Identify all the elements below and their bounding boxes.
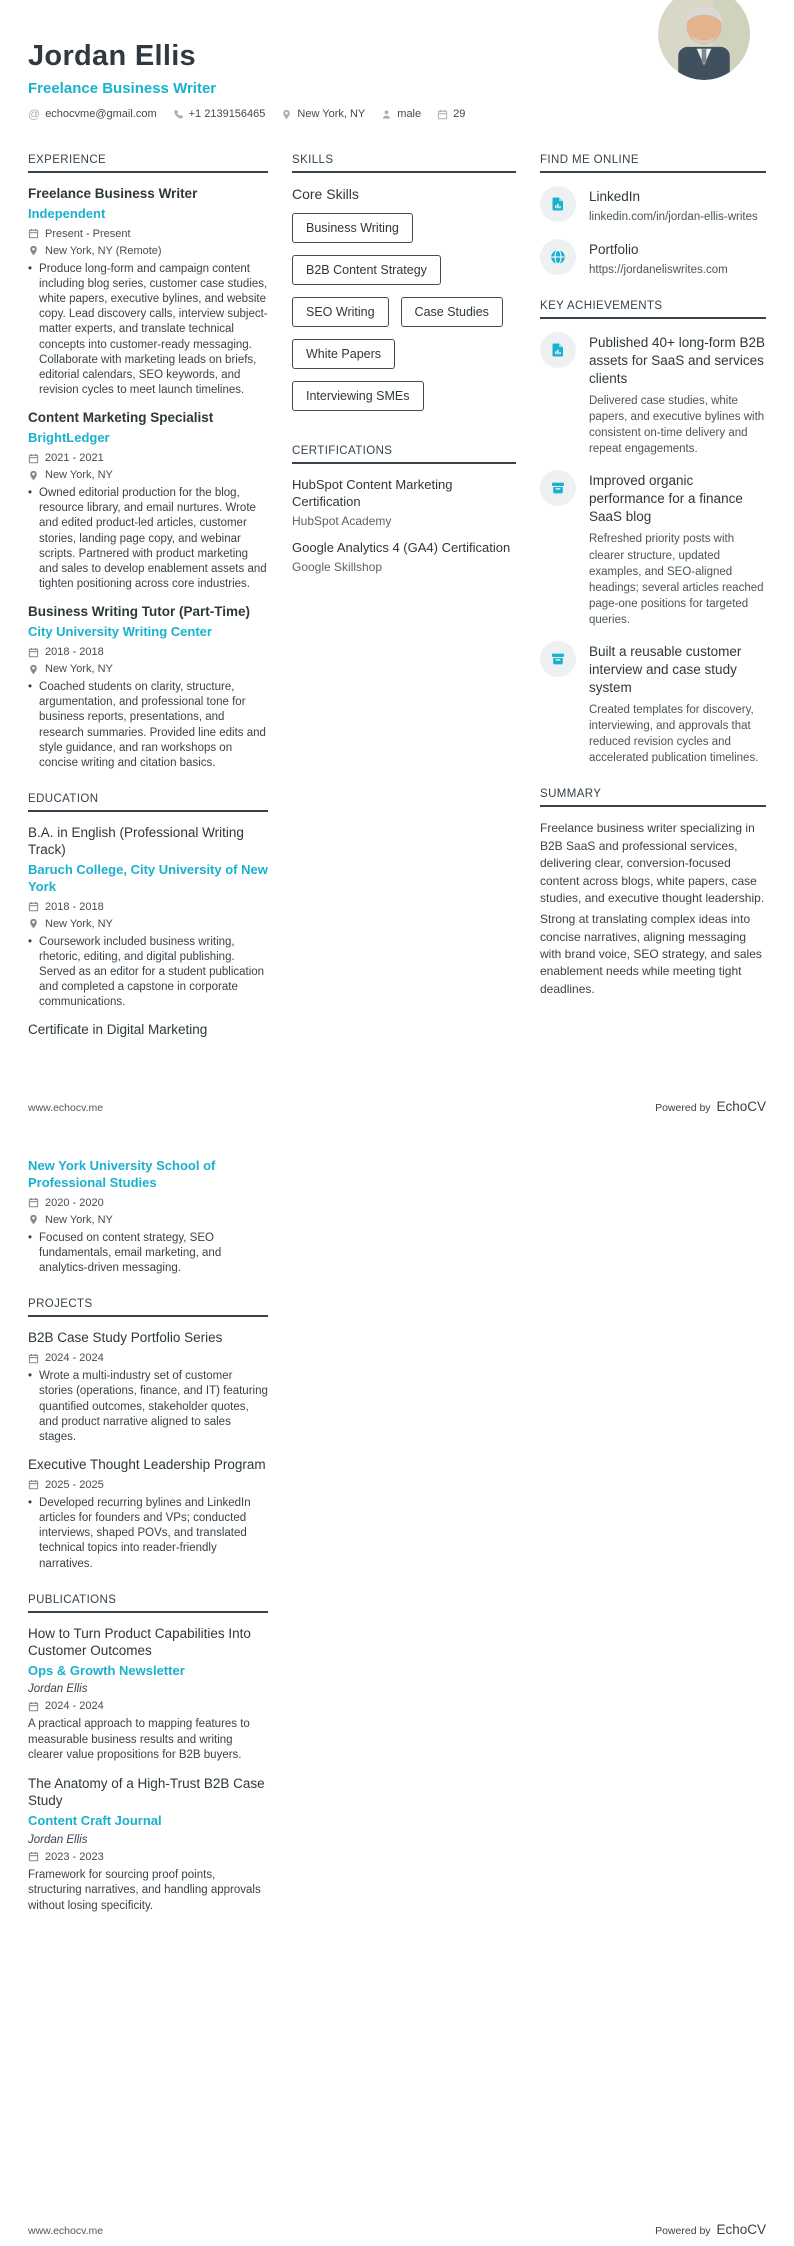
- online-link-url[interactable]: https://jordaneliswrites.com: [589, 263, 728, 276]
- location-icon: [28, 470, 39, 481]
- achievement-title: Built a reusable customer interview and case study system: [589, 643, 742, 695]
- resume-page-2: [0, 1123, 794, 2246]
- footer-site-link[interactable]: www.echocv.me: [28, 1102, 104, 1114]
- column-left: [28, 154, 268, 1061]
- date-range: [28, 901, 268, 913]
- skill-chip: B2B Content Strategy: [292, 255, 441, 285]
- achievement-item: [540, 332, 766, 457]
- achievement-title: Published 40+ long-form B2B assets for SaaS and services clients: [589, 335, 765, 387]
- education-section-continued: [28, 1158, 268, 1276]
- person-icon: [381, 109, 392, 120]
- publication-author: Jordan Ellis: [28, 1833, 88, 1846]
- date-range: [28, 646, 268, 658]
- bullet-dot: •: [28, 1231, 33, 1244]
- publication-description: Framework for sourcing proof points, structuring narratives, and handling approvals without losing specificity.: [28, 1868, 261, 1912]
- certification-entry: [292, 477, 516, 528]
- date-range-value: 2024 - 2024: [45, 1700, 104, 1713]
- project-title: B2B Case Study Portfolio Series: [28, 1330, 223, 1346]
- online-link-label[interactable]: LinkedIn: [589, 189, 641, 204]
- location-icon: [28, 245, 39, 256]
- achievement-item: [540, 641, 766, 766]
- document-chart-icon: [540, 332, 576, 368]
- location-icon: [28, 918, 39, 929]
- powered-by-brand: EchoCV: [716, 1099, 766, 1114]
- education-entry-continued: [28, 1158, 268, 1276]
- publications-heading: PUBLICATIONS: [28, 1594, 268, 1613]
- experience-section: [28, 154, 268, 771]
- project-bullets: [28, 1369, 268, 1445]
- experience-entry: [28, 410, 268, 592]
- bullet-text: Coursework included business writing, rhetoric, editing, and digital publishing. Served as an editor for a student publication and completed a capstone in corporate communications.: [39, 935, 265, 1009]
- job-location: [28, 469, 268, 481]
- phone-icon: [173, 109, 184, 120]
- education-location: [28, 918, 268, 930]
- achievement-title: Improved organic performance for a finance SaaS blog: [589, 473, 743, 525]
- skills-chip-list: [292, 213, 516, 423]
- bullet-text: Coached students on clarity, structure, argumentation, and professional tone for business reports, presentations, and research summaries. Provided line edits and style guidance, and ran workshops on concise writing and citation basics.: [39, 681, 266, 769]
- powered-by: [655, 2222, 766, 2237]
- page1-footer: [28, 1099, 766, 1114]
- date-range: [28, 1851, 268, 1863]
- certification-name: HubSpot Content Marketing Certification: [292, 477, 453, 509]
- degree-name: Certificate in Digital Marketing: [28, 1022, 208, 1038]
- education-entry: [28, 1022, 268, 1039]
- column-right: [540, 154, 766, 1061]
- online-link-url[interactable]: linkedin.com/in/jordan-ellis-writes: [589, 211, 758, 223]
- summary-heading: SUMMARY: [540, 788, 766, 807]
- publication-entry: [28, 1626, 268, 1764]
- archive-box-icon: [540, 470, 576, 506]
- contact-gender-value: male: [397, 108, 422, 120]
- achievement-description: Created templates for discovery, interviewing, and approvals that reduced revision cycles and accelerated publication timelines.: [589, 703, 759, 765]
- page2-columns: [0, 1123, 794, 1936]
- bullet-text: Owned editorial production for the blog, resource library, and email nurtures. Wrote and edited product-led articles, customer stories, landing page copy, and webinar scripts. Partnered with product marketing and sales to develop enablement assets and tighten positioning across core industries.: [39, 487, 267, 591]
- skills-heading: SKILLS: [292, 154, 516, 173]
- achievement-text: [589, 470, 766, 628]
- contact-email-value: echocvme@gmail.com: [45, 108, 157, 120]
- date-range-value: 2018 - 2018: [45, 900, 104, 913]
- certification-name: Google Analytics 4 (GA4) Certification: [292, 539, 511, 555]
- school-name: New York University School of Professional Studies: [28, 1158, 216, 1190]
- contact-location-value: New York, NY: [297, 108, 366, 120]
- education-bullets: [28, 1231, 268, 1277]
- school-name: Baruch College, City University of New York: [28, 861, 268, 894]
- location-icon: [28, 664, 39, 675]
- publication-source[interactable]: Ops & Growth Newsletter: [28, 1662, 185, 1678]
- find-me-online-heading: FIND ME ONLINE: [540, 154, 766, 173]
- document-icon: [540, 186, 576, 222]
- calendar-icon: [28, 647, 39, 658]
- company-name: City University Writing Center: [28, 624, 212, 640]
- publication-title: The Anatomy of a High-Trust B2B Case Study: [28, 1775, 265, 1808]
- bullet-item: [28, 486, 268, 592]
- calendar-icon: [28, 901, 39, 912]
- skill-chip: Case Studies: [401, 297, 503, 327]
- bullet-dot: •: [28, 935, 33, 948]
- archive-box-icon: [540, 641, 576, 677]
- calendar-icon: [28, 1479, 39, 1490]
- skill-chip: Interviewing SMEs: [292, 381, 424, 411]
- contact-email: [28, 108, 157, 120]
- bullet-item: [28, 680, 268, 771]
- page1-columns: [0, 154, 794, 1061]
- calendar-icon: [28, 228, 39, 239]
- contact-age-value: 29: [453, 108, 466, 120]
- powered-by-prefix: Powered by: [655, 2225, 711, 2237]
- date-range-value: 2025 - 2025: [45, 1478, 104, 1491]
- publications-section: [28, 1594, 268, 1914]
- bullet-item: [28, 262, 268, 399]
- bullet-item: [28, 1231, 268, 1277]
- bullet-item: [28, 935, 268, 1011]
- online-link-item[interactable]: [540, 186, 766, 226]
- location-icon: [28, 1214, 39, 1225]
- project-title: Executive Thought Leadership Program: [28, 1457, 266, 1473]
- date-range-value: 2020 - 2020: [45, 1196, 104, 1209]
- date-range: [28, 1197, 268, 1209]
- contact-gender: [381, 108, 421, 120]
- skills-section: [292, 154, 516, 423]
- education-bullets: [28, 935, 268, 1011]
- certification-issuer: HubSpot Academy: [292, 513, 392, 528]
- summary-paragraph: Strong at translating complex ideas into concise narratives, aligning messaging with brand voice, SEO strategy, and sales enablement needs while meeting tight deadlines.: [540, 912, 762, 996]
- skill-chip: Business Writing: [292, 213, 413, 243]
- globe-icon: [540, 239, 576, 275]
- calendar-icon: [28, 1353, 39, 1364]
- education-location-value: New York, NY: [45, 917, 113, 930]
- company-name: Independent: [28, 205, 106, 221]
- job-location: [28, 663, 268, 675]
- certifications-section: [292, 445, 516, 574]
- bullet-dot: •: [28, 1496, 33, 1509]
- job-location-value: New York, NY: [45, 663, 113, 676]
- contact-phone-value: +1 2139156465: [188, 108, 266, 120]
- experience-heading: EXPERIENCE: [28, 154, 268, 173]
- job-location: [28, 245, 268, 257]
- page2-footer: [28, 2222, 766, 2237]
- job-title: Content Marketing Specialist: [28, 410, 214, 426]
- online-link-item[interactable]: [540, 239, 766, 279]
- summary-section: [540, 788, 766, 998]
- bullet-text: Produce long-form and campaign content including blog series, customer case studies, white papers, executive bylines, and website copy. Lead discovery calls, interview subject-matter experts, and translate technical concepts into customer-ready messaging. Collaborate with marketing leads on briefs, editorial calendars, SEO keywords, and revision cycles to meet launch timelines.: [39, 262, 268, 397]
- email-icon: @: [28, 106, 41, 121]
- column-right: [540, 1155, 766, 1936]
- find-me-online-section: [540, 154, 766, 278]
- calendar-icon: [28, 1851, 39, 1862]
- achievement-text: [589, 332, 766, 457]
- skill-chip: SEO Writing: [292, 297, 389, 327]
- contact-age: [437, 108, 465, 120]
- date-range-value: 2023 - 2023: [45, 1850, 104, 1863]
- bullet-item: [28, 1496, 268, 1572]
- achievement-text: [589, 641, 766, 766]
- bullet-text: Developed recurring bylines and LinkedIn articles for founders and VPs; conducted interviews, shaped POVs, and translated technical topics into reader-friendly narratives.: [39, 1496, 251, 1570]
- skills-group-label: Core Skills: [292, 186, 359, 202]
- job-location-value: New York, NY: [45, 469, 113, 482]
- education-heading: EDUCATION: [28, 793, 268, 812]
- online-link-text: [589, 186, 758, 226]
- education-location: [28, 1214, 268, 1226]
- calendar-icon: [28, 453, 39, 464]
- achievement-description: Refreshed priority posts with clearer structure, updated examples, and SEO-aligned headings; several articles reached page-one positions for targeted queries.: [589, 533, 764, 626]
- date-range-value: Present - Present: [45, 227, 131, 240]
- summary-paragraph: Freelance business writer specializing in B2B SaaS and professional services, delivering clear, conversion-focused content across blogs, white papers, case studies, and executive thought leadership.: [540, 821, 765, 905]
- column-middle: [292, 1155, 516, 1936]
- powered-by-brand: EchoCV: [716, 2222, 766, 2237]
- degree-name: B.A. in English (Professional Writing Track): [28, 825, 244, 857]
- column-middle: [292, 154, 516, 1061]
- contact-phone: [173, 108, 266, 120]
- bullet-dot: •: [28, 262, 33, 275]
- resume-header: [0, 0, 794, 120]
- publication-entry: [28, 1776, 268, 1914]
- education-entry: [28, 825, 268, 1010]
- date-range: [28, 1700, 268, 1712]
- education-location-value: New York, NY: [45, 1213, 113, 1226]
- project-entry: [28, 1330, 268, 1445]
- calendar-icon: [28, 1197, 39, 1208]
- bullet-text: Wrote a multi-industry set of customer stories (operations, finance, and IT) featuring quantified outcomes, stakeholder quotes, and product narrative aligned to sales stages.: [39, 1370, 268, 1443]
- bullet-item: [28, 1369, 268, 1445]
- experience-entry: [28, 604, 268, 771]
- job-title: Freelance Business Writer: [28, 186, 198, 201]
- certifications-heading: CERTIFICATIONS: [292, 445, 516, 464]
- achievement-item: [540, 470, 766, 628]
- footer-site-link[interactable]: www.echocv.me: [28, 2225, 104, 2237]
- key-achievements-section: [540, 300, 766, 766]
- publication-source[interactable]: Content Craft Journal: [28, 1812, 162, 1828]
- publication-description: A practical approach to mapping features to measurable business results and writing clearer value propositions for B2B buyers.: [28, 1718, 250, 1762]
- project-bullets: [28, 1496, 268, 1572]
- bullet-text: Focused on content strategy, SEO fundamentals, email marketing, and analytics-driven messaging.: [39, 1231, 222, 1275]
- online-link-text: [589, 239, 728, 279]
- skill-chip: White Papers: [292, 339, 395, 369]
- candidate-name: Jordan Ellis: [28, 40, 196, 72]
- date-range-value: 2018 - 2018: [45, 646, 104, 659]
- bullet-dot: •: [28, 1370, 33, 1383]
- education-section: [28, 793, 268, 1039]
- projects-section: [28, 1298, 268, 1571]
- job-bullets: [28, 262, 268, 399]
- candidate-title: Freelance Business Writer: [28, 80, 217, 97]
- contact-location: [281, 108, 365, 120]
- bullet-dot: •: [28, 681, 33, 694]
- project-entry: [28, 1457, 268, 1572]
- job-title: Business Writing Tutor (Part-Time): [28, 604, 251, 620]
- achievement-description: Delivered case studies, white papers, and executive bylines with consistent on-time delivery and repeat engagements.: [589, 395, 765, 456]
- bullet-dot: •: [28, 487, 33, 500]
- experience-entry: [28, 186, 268, 398]
- location-icon: [281, 109, 292, 120]
- column-left: [28, 1155, 268, 1936]
- date-range-value: 2024 - 2024: [45, 1352, 104, 1365]
- job-location-value: New York, NY (Remote): [45, 244, 162, 257]
- date-range: [28, 1352, 268, 1364]
- projects-heading: PROJECTS: [28, 1298, 268, 1317]
- powered-by: [655, 1099, 766, 1114]
- key-achievements-heading: KEY ACHIEVEMENTS: [540, 300, 766, 319]
- date-range: [28, 1479, 268, 1491]
- job-bullets: [28, 680, 268, 771]
- publication-title: How to Turn Product Capabilities Into Customer Outcomes: [28, 1625, 251, 1658]
- job-bullets: [28, 486, 268, 592]
- company-name: BrightLedger: [28, 430, 110, 446]
- certification-issuer: Google Skillshop: [292, 559, 383, 574]
- calendar-icon: [28, 1701, 39, 1712]
- online-link-label[interactable]: Portfolio: [589, 241, 639, 257]
- contact-row: [28, 108, 750, 120]
- date-range-value: 2021 - 2021: [45, 452, 104, 465]
- certification-entry: [292, 540, 516, 574]
- powered-by-prefix: Powered by: [655, 1102, 711, 1114]
- publication-author: Jordan Ellis: [28, 1683, 88, 1696]
- date-range: [28, 228, 268, 240]
- date-range: [28, 452, 268, 464]
- calendar-icon: [437, 109, 448, 120]
